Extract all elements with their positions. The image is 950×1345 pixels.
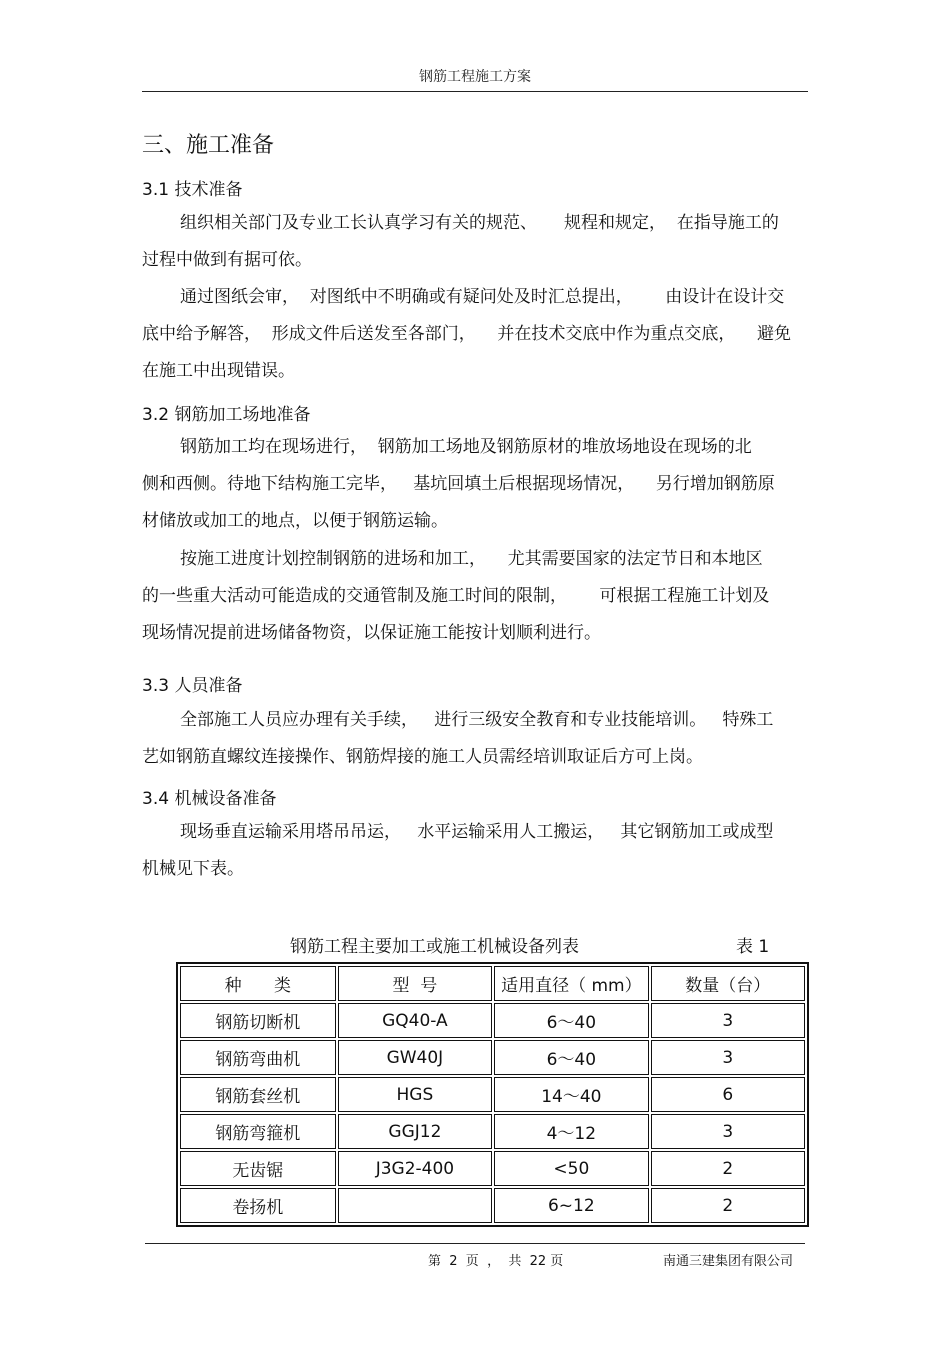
cell-diameter: 6~12 — [494, 1188, 648, 1223]
table-row — [180, 1003, 805, 1038]
cell-type: 钢筋套丝机 — [180, 1077, 336, 1112]
section-title: 三、施工准备 — [142, 133, 275, 158]
cell-type: 卷扬机 — [180, 1188, 336, 1223]
cell-type: 无齿锯 — [180, 1151, 336, 1186]
footer-divider — [145, 1243, 805, 1244]
table-header-row — [180, 966, 805, 1001]
cell-diameter: 14～40 — [494, 1077, 648, 1112]
cell-quantity: 6 — [651, 1077, 805, 1112]
header-title: 钢筋工程施工方案 — [419, 69, 531, 85]
text-line: 的一些重大活动可能造成的交通管制及施工时间的限制， 可根据工程施工计划及 — [142, 586, 770, 606]
cell-model — [338, 1188, 493, 1223]
subsection-title-3-2: 3.2 钢筋加工场地准备 — [142, 405, 311, 425]
cell-quantity: 2 — [651, 1188, 805, 1223]
subsection-title-3-4: 3.4 机械设备准备 — [142, 789, 277, 809]
cell-diameter: <50 — [494, 1151, 648, 1186]
cell-quantity: 3 — [651, 1003, 805, 1038]
header-cell-model: 型 号 — [338, 966, 493, 1001]
table-row — [180, 1077, 805, 1112]
text-line: 侧和西侧。待地下结构施工完毕， 基坑回填土后根据现场情况， 另行增加钢筋原 — [142, 474, 775, 494]
page-number: 第 2 页 ， 共 22 页 — [428, 1254, 564, 1269]
text-line: 机械见下表。 — [142, 859, 244, 879]
cell-type: 钢筋弯曲机 — [180, 1040, 336, 1075]
cell-quantity: 3 — [651, 1040, 805, 1075]
paragraph-3-3-1 — [142, 702, 808, 776]
paragraph-3-1-1 — [142, 205, 808, 279]
cell-quantity: 3 — [651, 1114, 805, 1149]
footer-company: 南通三建集团有限公司 — [663, 1254, 794, 1269]
paragraph-3-1-2 — [142, 279, 808, 390]
cell-model: HGS — [338, 1077, 493, 1112]
text-line: 过程中做到有据可依。 — [142, 250, 312, 270]
subsection-title-3-1: 3.1 技术准备 — [142, 180, 243, 200]
text-line: 现场垂直运输采用塔吊吊运， 水平运输采用人工搬运， 其它钢筋加工或成型 — [180, 822, 774, 842]
paragraph-3-2-1 — [142, 429, 808, 540]
table-number: 表 1 — [736, 937, 770, 957]
cell-model: GGJ12 — [338, 1114, 493, 1149]
table-row — [180, 1114, 805, 1149]
cell-type: 钢筋切断机 — [180, 1003, 336, 1038]
text-line: 现场情况提前进场储备物资，以保证施工能按计划顺利进行。 — [142, 623, 601, 643]
cell-diameter: 6～40 — [494, 1040, 648, 1075]
cell-model: GQ40-A — [338, 1003, 493, 1038]
text-line: 组织相关部门及专业工长认真学习有关的规范、 规程和规定， 在指导施工的 — [180, 213, 779, 233]
header-divider — [142, 91, 808, 92]
table-row — [180, 1040, 805, 1075]
subsection-title-3-3: 3.3 人员准备 — [142, 676, 243, 696]
text-line: 艺如钢筋直螺纹连接操作、钢筋焊接的施工人员需经培训取证后方可上岗。 — [142, 747, 703, 767]
cell-model: GW40J — [338, 1040, 493, 1075]
text-line: 材储放或加工的地点，以便于钢筋运输。 — [142, 511, 448, 531]
table-row — [180, 1151, 805, 1186]
cell-diameter: 6～40 — [494, 1003, 648, 1038]
text-line: 按施工进度计划控制钢筋的进场和加工， 尤其需要国家的法定节日和本地区 — [180, 549, 763, 569]
header-cell-quantity: 数量（台） — [651, 966, 805, 1001]
paragraph-3-4-1 — [142, 814, 808, 888]
header-cell-type: 种 类 — [180, 966, 336, 1001]
cell-type: 钢筋弯箍机 — [180, 1114, 336, 1149]
text-line: 全部施工人员应办理有关手续， 进行三级安全教育和专业技能培训。 特殊工 — [180, 710, 774, 730]
table-row — [180, 1188, 805, 1223]
cell-quantity: 2 — [651, 1151, 805, 1186]
cell-model: J3G2-400 — [338, 1151, 493, 1186]
text-line: 钢筋加工均在现场进行， 钢筋加工场地及钢筋原材的堆放场地设在现场的北 — [180, 437, 752, 457]
cell-diameter: 4～12 — [494, 1114, 648, 1149]
equipment-table — [176, 962, 809, 1227]
text-line: 通过图纸会审， 对图纸中不明确或有疑问处及时汇总提出， 由设计在设计交 — [180, 287, 785, 307]
text-line: 在施工中出现错误。 — [142, 361, 295, 381]
text-line: 底中给予解答， 形成文件后送发至各部门， 并在技术交底中作为重点交底， 避免 — [142, 324, 792, 344]
table-caption: 钢筋工程主要加工或施工机械设备列表 — [290, 937, 579, 957]
header-cell-diameter: 适用直径（ mm） — [494, 966, 648, 1001]
paragraph-3-2-2 — [142, 541, 808, 652]
